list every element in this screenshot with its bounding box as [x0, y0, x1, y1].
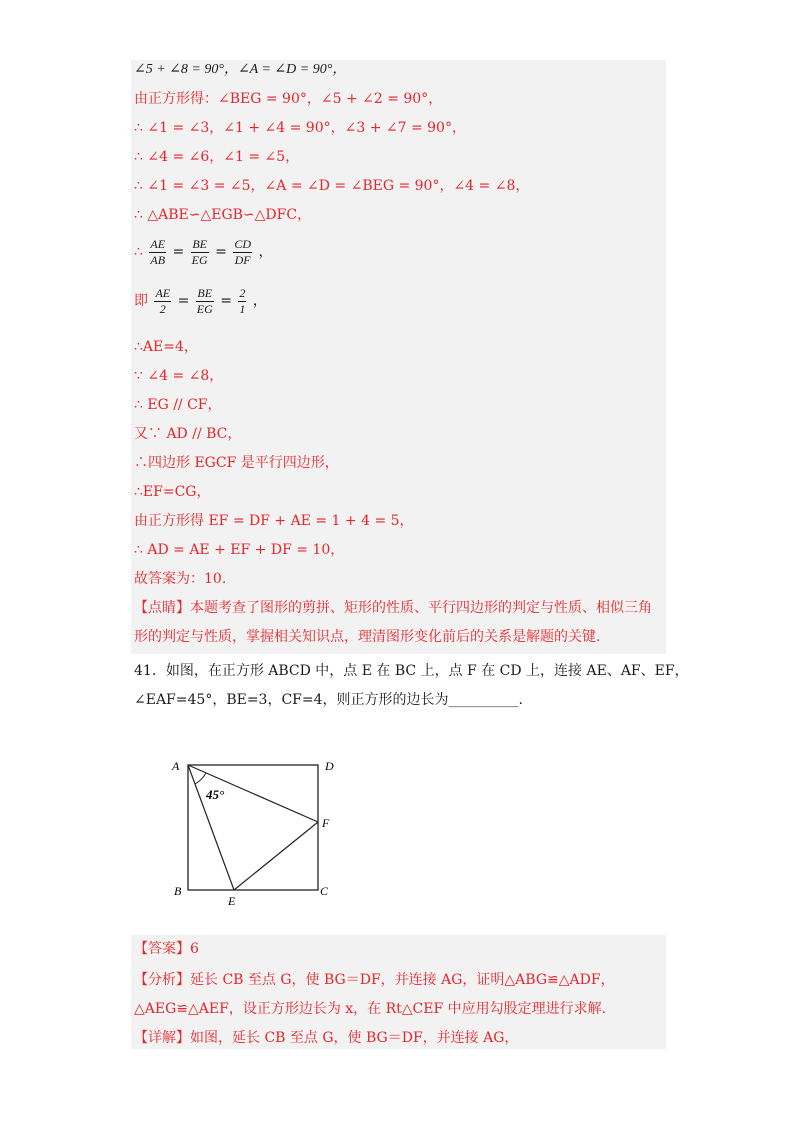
label-a: A	[172, 759, 180, 773]
solution-line-6: ∴ △ABE∽△EGB∽△DFC，	[134, 207, 312, 223]
solution-line-7: ∴AE=4，	[134, 339, 198, 355]
detail-line-1: 【详解】如图，延长 CB 至点 G，使 BG＝DF，并连接 AG，	[134, 1030, 519, 1046]
comment-line-1: 【点睛】本题考查了图形的剪拼、矩形的性质、平行四边形的判定与性质、相似三角	[134, 600, 652, 616]
solution-line-12: ∴EF=CG，	[134, 484, 211, 500]
label-d: D	[325, 759, 334, 773]
angle-label-45: 45°	[206, 787, 225, 802]
solution-line-15: 故答案为：10.	[134, 571, 227, 587]
solution-line-11: ∴四边形 EGCF 是平行四边形，	[134, 455, 339, 471]
fraction-2-1: $\frac{2}{1}$	[239, 285, 246, 316]
fraction-be-eg: $\frac{BE}{EG}$	[196, 285, 213, 316]
solution-line-1: ∠5 + ∠8 = 90°，∠A = ∠D = 90°，	[134, 62, 347, 77]
fraction-ae-ab: $\frac{AE}{AB}$	[150, 236, 166, 267]
solution-line-2: 由正方形得：∠BEG = 90°，∠5 + ∠2 = 90°，	[134, 91, 443, 107]
label-c: C	[320, 884, 329, 898]
fraction-prefix: 即	[134, 293, 153, 309]
answer-line: 【答案】6	[134, 941, 199, 957]
solution-line-5: ∴ ∠1 = ∠3 = ∠5，∠A = ∠D = ∠BEG = 90°，∠4 = ∠8，	[134, 178, 530, 194]
analysis-line-2: △AEG≌△AEF，设正方形边长为 x，在 Rt△CEF 中应用勾股定理进行求解.	[134, 1001, 607, 1017]
angle-arc	[195, 773, 206, 784]
solution-line-3: ∴ ∠1 = ∠3，∠1 + ∠4 = 90°，∠3 + ∠7 = 90°，	[134, 120, 466, 136]
equals-sign: =	[172, 244, 185, 260]
question-line-1: 41．如图，在正方形 ABCD 中，点 E 在 BC 上，点 F 在 CD 上，连接 AE、AF、EF，	[134, 663, 689, 679]
comment-line-2: 形的判定与性质，掌握相关知识点，理清图形变化前后的关系是解题的关键.	[134, 629, 601, 645]
fraction-ae-2: $\frac{AE}{2}$	[155, 285, 171, 316]
analysis-line-1: 【分析】延长 CB 至点 G，使 BG＝DF，并连接 AG，证明△ABG≌△ADF，	[134, 972, 615, 988]
label-f: F	[322, 816, 330, 830]
solution-line-8: ∵ ∠4 = ∠8，	[134, 368, 224, 384]
fraction-prefix: ∴	[134, 244, 148, 260]
equals-sign: =	[220, 293, 232, 309]
equals-sign: =	[215, 244, 227, 260]
fraction-be-eg: $\frac{BE}{EG}$	[191, 236, 208, 267]
fraction-line-2: 即 $\frac{AE}{2}$ = $\frac{BE}{EG}$ = $\frac{2}{1}$ ，	[134, 285, 267, 316]
equals-sign: =	[177, 293, 190, 309]
solution-line-4: ∴ ∠4 = ∠6，∠1 = ∠5，	[134, 149, 300, 165]
segment-ef	[234, 822, 318, 890]
solution-line-9: ∴ EG // CF，	[134, 397, 222, 413]
square-geometry-diagram	[168, 755, 348, 910]
solution-line-14: ∴ AD = AE + EF + DF = 10，	[134, 542, 345, 558]
solution-line-13: 由正方形得 EF = DF + AE = 1 + 4 = 5，	[134, 513, 414, 529]
fraction-line-1: ∴ $\frac{AE}{AB}$ = $\frac{BE}{EG}$ = $\frac{CD}{DF}$ ，	[134, 236, 273, 267]
label-b: B	[174, 884, 182, 898]
question-line-2: ∠EAF=45°，BE=3，CF=4，则正方形的边长为__________.	[134, 692, 523, 708]
solution-line-10: 又∵ AD // BC，	[134, 426, 242, 442]
square-abcd	[188, 765, 318, 890]
fraction-cd-df: $\frac{CD}{DF}$	[234, 236, 251, 267]
label-e: E	[228, 894, 236, 908]
